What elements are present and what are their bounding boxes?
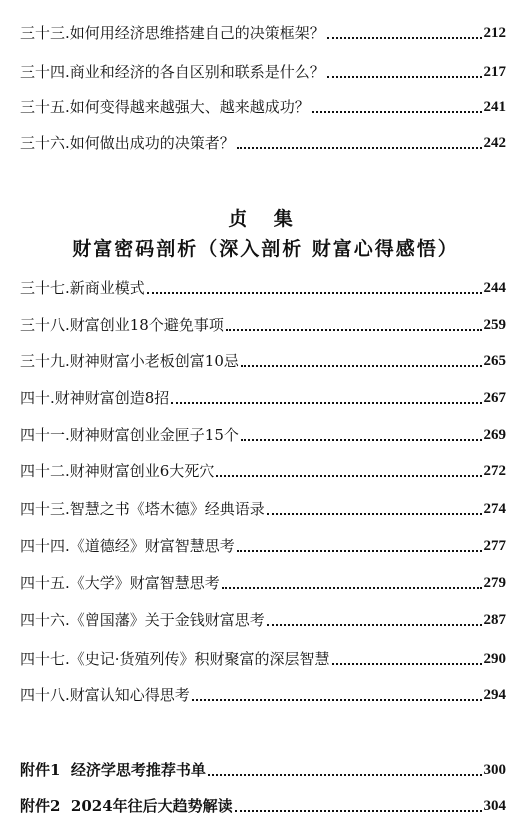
toc-entry-title: 四十四.《道德经》财富智慧思考 xyxy=(20,537,235,555)
toc-appendix-2[interactable] xyxy=(20,795,506,817)
toc-leader-dots xyxy=(235,810,482,812)
toc-entry-46[interactable] xyxy=(20,609,506,631)
toc-page-number: 277 xyxy=(483,538,506,554)
toc-entry-37[interactable] xyxy=(20,277,506,299)
toc-entry-40[interactable] xyxy=(20,387,506,409)
toc-page-number: 279 xyxy=(483,575,506,591)
toc-page-number: 265 xyxy=(483,353,506,369)
toc-leader-dots xyxy=(147,292,482,294)
section-label: 贞 集 xyxy=(228,208,303,230)
toc-entry-47[interactable] xyxy=(20,648,506,670)
toc-entry-36[interactable] xyxy=(20,132,506,154)
toc-leader-dots xyxy=(327,76,482,78)
toc-entry-39[interactable] xyxy=(20,350,506,372)
toc-page-number: 304 xyxy=(483,798,506,814)
toc-entry-title: 四十五.《大学》财富智慧思考 xyxy=(20,574,220,592)
toc-entry-38[interactable] xyxy=(20,314,506,336)
toc-page-number: 290 xyxy=(483,651,506,667)
toc-entry-title: 附件1 经济学思考推荐书单 xyxy=(20,761,206,779)
toc-leader-dots xyxy=(241,439,482,441)
toc-page-number: 217 xyxy=(483,64,506,80)
toc-leader-dots xyxy=(237,550,482,552)
toc-entry-title: 四十一.财神财富创业金匣子15个 xyxy=(20,426,239,444)
toc-page-number: 212 xyxy=(483,25,506,41)
toc-entry-title: 三十五.如何变得越来越强大、越来越成功？ xyxy=(20,98,310,116)
toc-page-number: 274 xyxy=(483,501,506,517)
toc-entry-title: 四十八.财富认知心得思考 xyxy=(20,686,190,704)
toc-entry-42[interactable] xyxy=(20,460,506,482)
toc-appendix-1[interactable] xyxy=(20,759,506,781)
toc-entry-title: 三十八.财富创业18个避免事项 xyxy=(20,316,224,334)
toc-leader-dots xyxy=(312,111,482,113)
toc-entry-48[interactable] xyxy=(20,684,506,706)
toc-page-number: 241 xyxy=(483,99,506,115)
toc-leader-dots xyxy=(332,663,482,665)
toc-leader-dots xyxy=(241,365,482,367)
toc-page-number: 294 xyxy=(483,687,506,703)
toc-leader-dots xyxy=(237,147,482,149)
toc-entry-title: 附件2 2024年往后大趋势解读 xyxy=(20,797,233,815)
toc-leader-dots xyxy=(267,624,482,626)
toc-leader-dots xyxy=(222,587,482,589)
toc-entry-33[interactable] xyxy=(20,22,506,44)
toc-entry-41[interactable] xyxy=(20,424,506,446)
toc-page-number: 242 xyxy=(483,135,506,151)
toc-entry-title: 四十三.智慧之书《塔木德》经典语录 xyxy=(20,500,265,518)
toc-leader-dots xyxy=(216,475,481,477)
toc-leader-dots xyxy=(192,699,482,701)
toc-entry-34[interactable] xyxy=(20,61,506,83)
toc-entry-title: 四十七.《史记·货殖列传》积财聚富的深层智慧 xyxy=(20,650,330,668)
toc-page-number: 300 xyxy=(483,762,506,778)
toc-entry-title: 三十三.如何用经济思维搭建自己的决策框架？ xyxy=(20,24,325,42)
toc-entry-title: 三十四.商业和经济的各自区别和联系是什么？ xyxy=(20,63,325,81)
toc-leader-dots xyxy=(208,774,482,776)
toc-entry-35[interactable] xyxy=(20,96,506,118)
toc-entry-title: 三十六.如何做出成功的决策者？ xyxy=(20,134,235,152)
toc-page-number: 267 xyxy=(483,390,506,406)
toc-leader-dots xyxy=(226,329,482,331)
toc-page-number: 244 xyxy=(483,280,506,296)
toc-entry-title: 三十九.财神财富小老板创富10忌 xyxy=(20,352,239,370)
toc-page-number: 287 xyxy=(483,612,506,628)
toc-page-number: 272 xyxy=(483,463,506,479)
toc-entry-43[interactable] xyxy=(20,498,506,520)
toc-leader-dots xyxy=(327,37,482,39)
toc-page-number: 259 xyxy=(483,317,506,333)
toc-entry-title: 三十七.新商业模式 xyxy=(20,279,145,297)
toc-leader-dots xyxy=(267,513,482,515)
toc-leader-dots xyxy=(171,402,481,404)
toc-entry-title: 四十二.财神财富创业6大死穴 xyxy=(20,462,215,480)
toc-page-number: 269 xyxy=(483,427,506,443)
toc-entry-45[interactable] xyxy=(20,572,506,594)
toc-entry-44[interactable] xyxy=(20,535,506,557)
section-subtitle: 财富密码剖析（深入剖析 财富心得感悟） xyxy=(72,238,459,260)
toc-entry-title: 四十六.《曾国藩》关于金钱财富思考 xyxy=(20,611,265,629)
toc-entry-title: 四十.财神财富创造8招 xyxy=(20,389,170,407)
